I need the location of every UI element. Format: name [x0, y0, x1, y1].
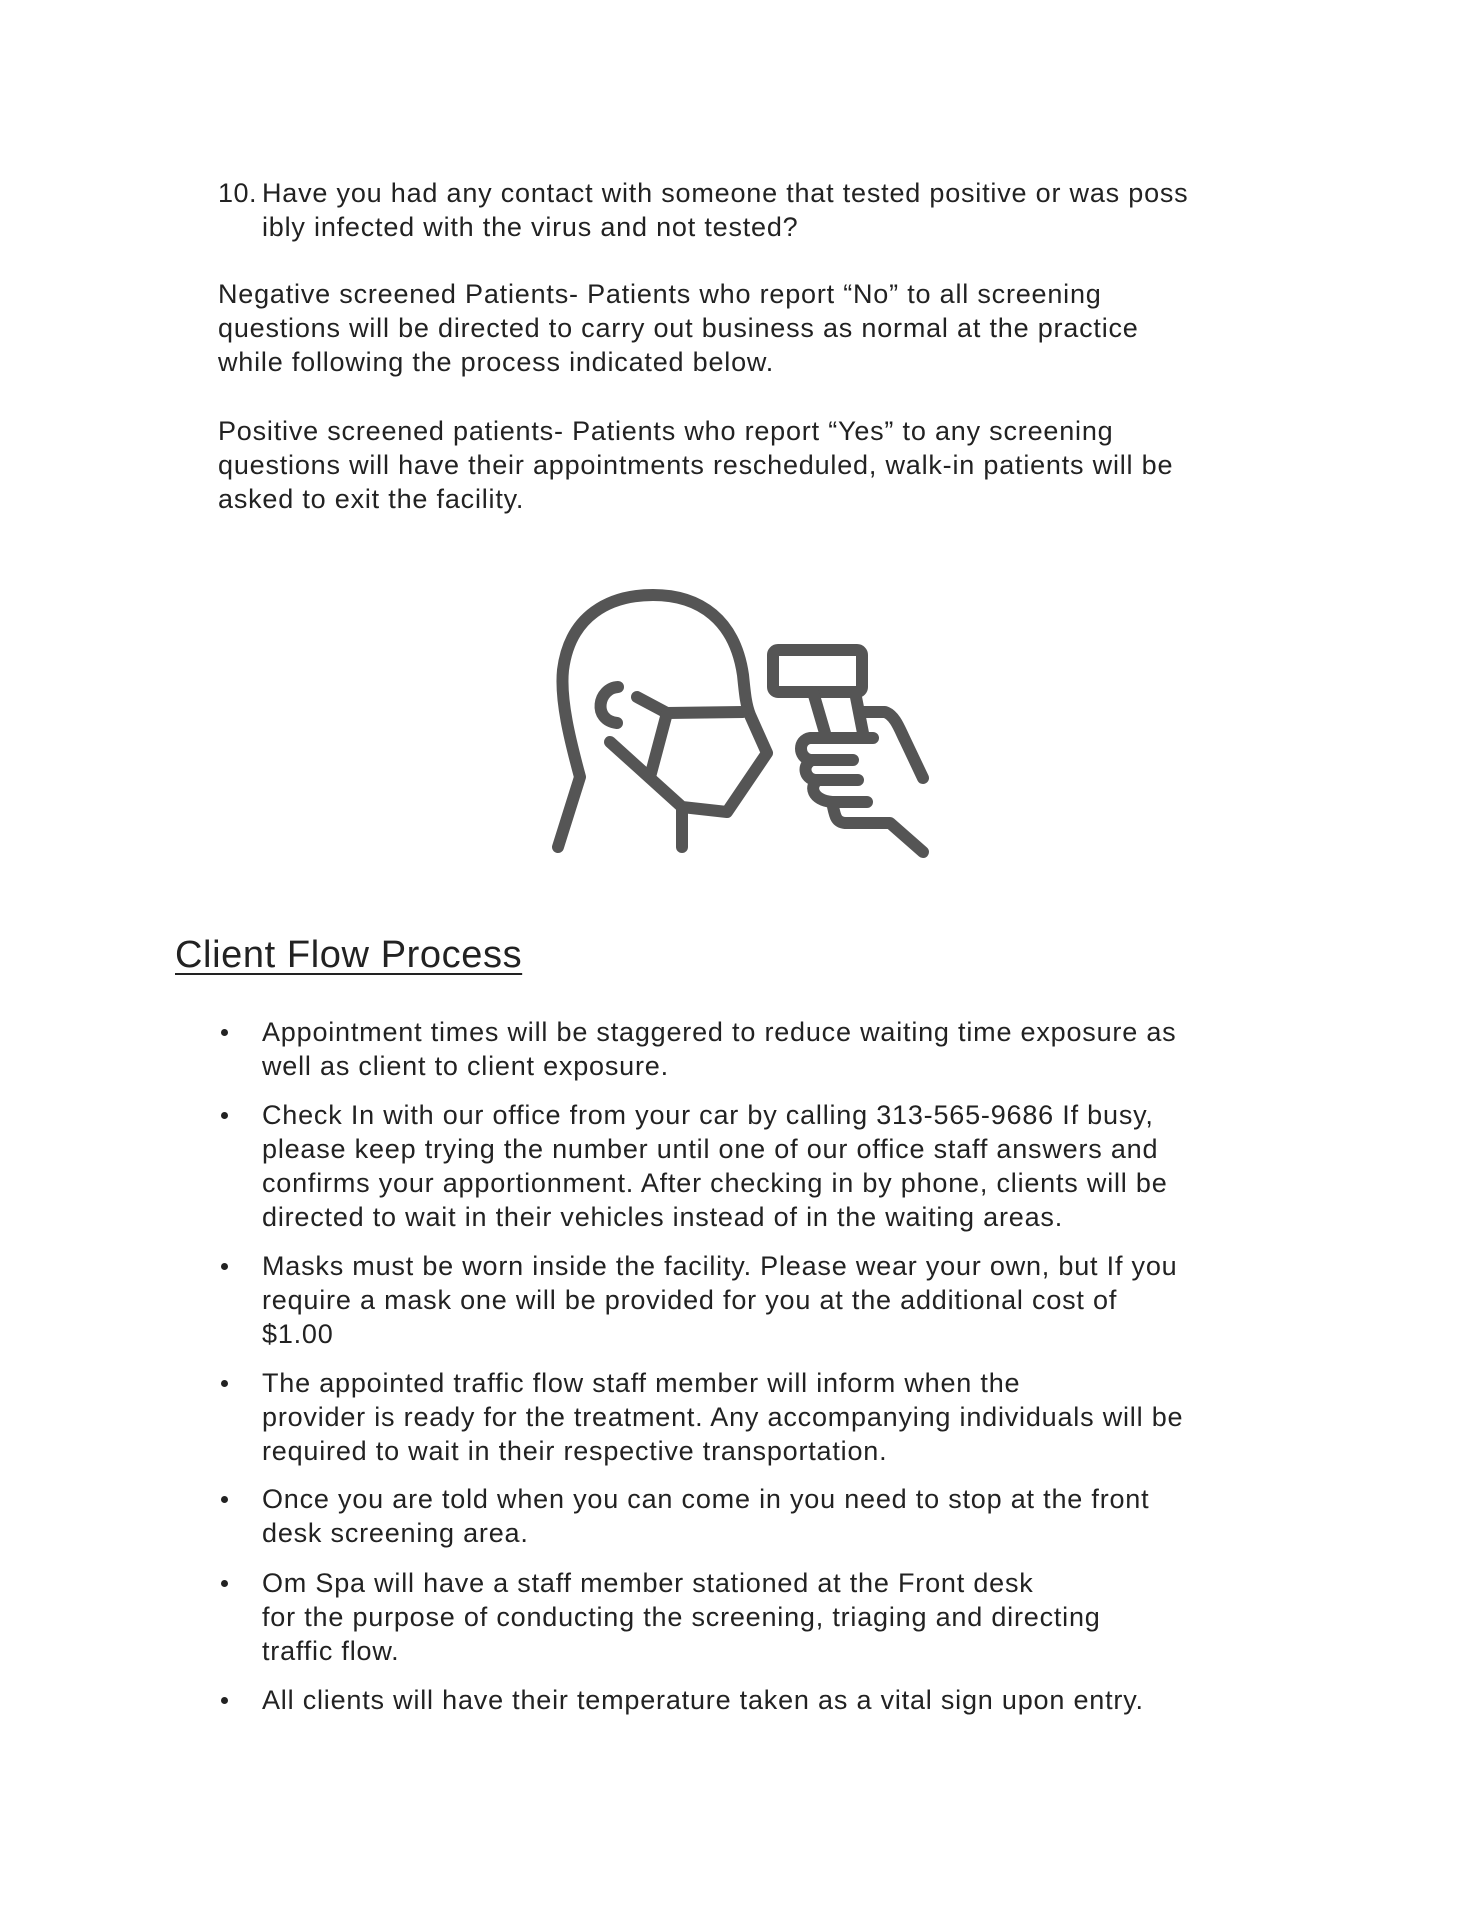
- list-item: [262, 1566, 1101, 1668]
- bullet-icon: [221, 1496, 228, 1503]
- text-line: please keep trying the number until one of our office staff answers and: [262, 1134, 1159, 1164]
- text-line: confirms your apportionment. After checking in by phone, clients will be: [262, 1168, 1168, 1198]
- text-line: questions will be directed to carry out business as normal at the practice: [218, 313, 1139, 343]
- list-item: [262, 1249, 1177, 1351]
- text-line: Masks must be worn inside the facility. Please wear your own, but If you: [262, 1251, 1178, 1281]
- text-line: asked to exit the facility.: [218, 484, 525, 514]
- text-line: require a mask one will be provided for you at the additional cost of: [262, 1285, 1118, 1315]
- text-line: directed to wait in their vehicles instead of in the waiting areas.: [262, 1202, 1064, 1232]
- list-item: [262, 1482, 1149, 1550]
- list-item: [262, 1098, 1168, 1234]
- text-line: The appointed traffic flow staff member will inform when the: [262, 1368, 1021, 1398]
- text-line: Once you are told when you can come in you need to stop at the front: [262, 1484, 1150, 1514]
- bullet-icon: [221, 1263, 228, 1270]
- hand-fingers: [801, 738, 923, 852]
- text-line: for the purpose of conducting the screening, triaging and directing: [262, 1602, 1101, 1632]
- text-line: Check In with our office from your car by calling 313-565-9686 If busy,: [262, 1100, 1154, 1130]
- text-line: Appointment times will be staggered to reduce waiting time exposure as: [262, 1017, 1177, 1047]
- text-line: ibly infected with the virus and not tested?: [262, 212, 799, 242]
- text-line: desk screening area.: [262, 1518, 529, 1548]
- list-item: [262, 1366, 1183, 1468]
- question-text: [262, 176, 1189, 244]
- text-line: traffic flow.: [262, 1636, 400, 1666]
- text-line: All clients will have their temperature taken as a vital sign upon entry.: [262, 1685, 1144, 1715]
- section-heading: Client Flow Process: [175, 934, 523, 976]
- bullet-icon: [221, 1380, 228, 1387]
- ear: [601, 687, 618, 723]
- masked-head-temperature-check-icon: [500, 560, 1000, 900]
- text-line: Have you had any contact with someone that tested positive or was poss: [262, 178, 1189, 208]
- bullet-icon: [221, 1112, 228, 1119]
- mask-strap: [637, 697, 743, 713]
- positive-screened-paragraph: [218, 414, 1173, 516]
- text-line: Positive screened patients- Patients who report “Yes” to any screening: [218, 416, 1114, 446]
- text-line: questions will have their appointments rescheduled, walk-in patients will be: [218, 450, 1174, 480]
- list-item: [262, 1683, 1144, 1717]
- text-line: $1.00: [262, 1319, 334, 1349]
- text-line: Negative screened Patients- Patients who report “No” to all screening: [218, 279, 1102, 309]
- text-line: provider is ready for the treatment. Any accompanying individuals will be: [262, 1402, 1184, 1432]
- question-number: 10.: [218, 178, 258, 208]
- thermometer-handle: [813, 692, 863, 733]
- bullet-icon: [221, 1697, 228, 1704]
- bullet-icon: [221, 1580, 228, 1587]
- text-line: Om Spa will have a staff member stationed at the Front desk: [262, 1568, 1034, 1598]
- text-line: while following the process indicated below.: [218, 347, 775, 377]
- bullet-icon: [221, 1029, 228, 1036]
- hand-back: [863, 712, 923, 778]
- thermometer-head: [773, 650, 862, 692]
- mask-side: [650, 713, 667, 777]
- negative-screened-paragraph: [218, 277, 1139, 379]
- text-line: required to wait in their respective transportation.: [262, 1436, 888, 1466]
- text-line: well as client to client exposure.: [262, 1051, 669, 1081]
- list-item: [262, 1015, 1176, 1083]
